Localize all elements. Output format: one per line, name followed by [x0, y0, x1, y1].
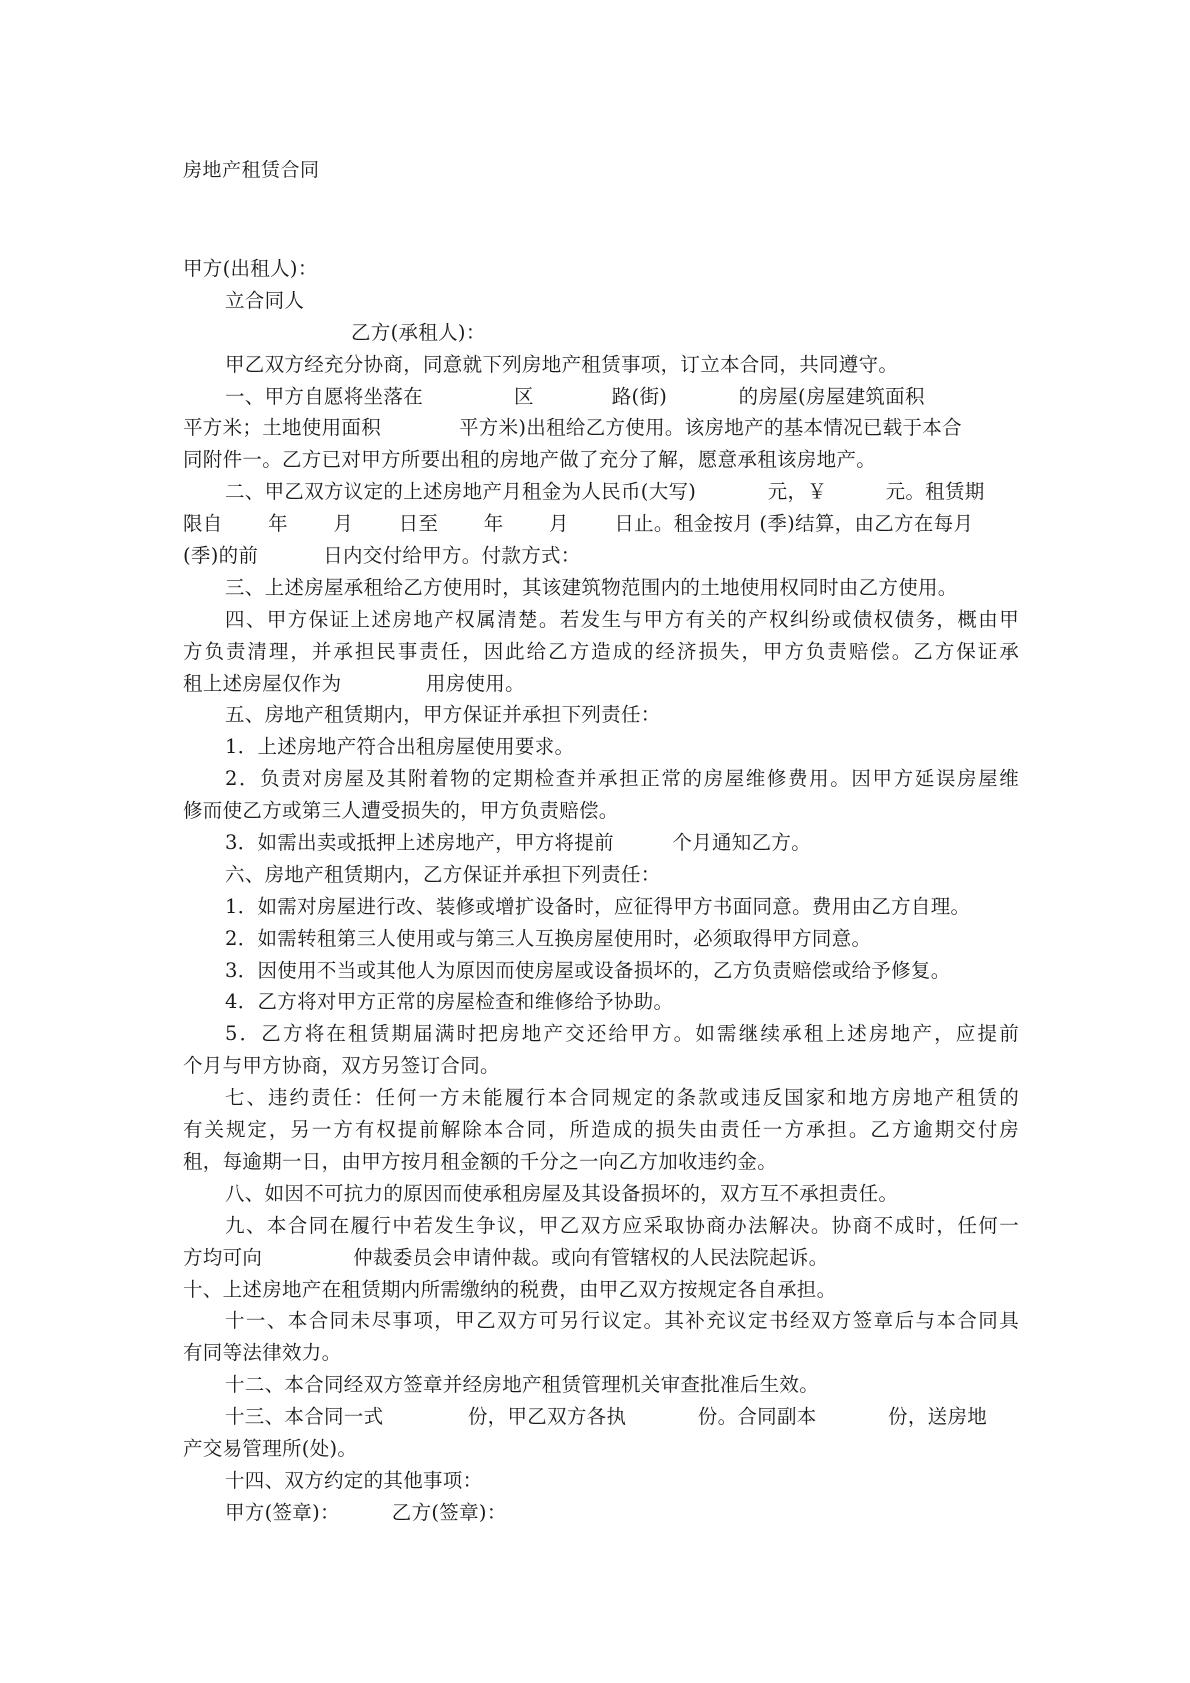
contract-line: 2．负责对房屋及其附着物的定期检查并承担正常的房屋维修费用。因甲方延误房屋维 [225, 767, 1019, 791]
contract-line: 3．因使用不当或其他人为原因而使房屋或设备损坏的，乙方负责赔偿或给予修复。 [225, 958, 951, 982]
contract-line: 十四、双方约定的其他事项： [225, 1468, 483, 1492]
contract-line: 修而使乙方或第三人遭受损失的，甲方负责赔偿。 [183, 799, 619, 823]
contract-line: 产交易管理所(处)。 [183, 1436, 358, 1460]
contract-line: 5．乙方将在租赁期届满时把房地产交还给甲方。如需继续承租上述房地产，应提前 [225, 1022, 1019, 1046]
contract-line: 甲方(签章)： 乙方(签章)： [225, 1500, 507, 1524]
contract-line: 平方米；土地使用面积 平方米)出租给乙方使用。该房地产的基本情况已载于本合 [183, 416, 962, 440]
contract-line: 九、本合同在履行中若发生争议，甲乙双方应采取协商办法解决。协商不成时，任何一 [225, 1213, 1019, 1237]
contract-line: 有关规定，另一方有权提前解除本合同，所造成的损失由责任一方承担。乙方逾期交付房 [183, 1118, 1019, 1142]
contract-body [183, 253, 1019, 1529]
contract-line: 租上述房屋仅作为 用房使用。 [183, 671, 525, 695]
contract-line: 个月与甲方协商，双方另签订合同。 [183, 1054, 500, 1078]
contract-line: 十三、本合同一式 份，甲乙双方各执 份。合同副本 份，送房地 [225, 1405, 988, 1429]
document-title: 房地产租赁合同 [183, 159, 320, 181]
contract-line: 十、上述房地产在租赁期内所需缴纳的税费，由甲乙双方按规定各自承担。 [183, 1277, 837, 1301]
contract-line: 二、甲乙双方议定的上述房地产月租金为人民币(大写) 元，￥ 元。租赁期 [225, 480, 985, 504]
contract-line: 1．上述房地产符合出租房屋使用要求。 [225, 735, 575, 759]
contract-line: 方均可向 仲裁委员会申请仲裁。或向有管辖权的人民法院起诉。 [183, 1245, 829, 1269]
contract-line: 立合同人 [225, 288, 305, 312]
contract-line: 4．乙方将对甲方正常的房屋检查和维修给予协助。 [225, 990, 674, 1014]
contract-line: 十二、本合同经双方签章并经房地产租赁管理机关审查批准后生效。 [225, 1373, 820, 1397]
contract-line: 八、如因不可抗力的原因而使承租房屋及其设备损坏的，双方互不承担责任。 [225, 1181, 899, 1205]
contract-line: 租，每逾期一日，由甲方按月租金额的千分之一向乙方加收违约金。 [183, 1149, 778, 1173]
contract-line: 四、甲方保证上述房地产权属清楚。若发生与甲方有关的产权纠纷或债权债务，概由甲 [225, 607, 1019, 631]
contract-line: 五、房地产租赁期内，甲方保证并承担下列责任： [225, 703, 661, 727]
contract-line: 甲方(出租人)： [183, 257, 318, 280]
contract-line: 方负责清理，并承担民事责任，因此给乙方造成的经济损失，甲方负责赔偿。乙方保证承 [183, 639, 1019, 663]
contract-line: 乙方(承租人)： [351, 320, 486, 344]
contract-line: 限自 年 月 日至 年 月 日止。租金按月 (季)结算，由乙方在每月 [183, 512, 974, 536]
contract-line: 六、房地产租赁期内，乙方保证并承担下列责任： [225, 862, 661, 886]
contract-line: 甲乙双方经充分协商，同意就下列房地产租赁事项，订立本合同，共同遵守。 [225, 352, 899, 376]
contract-line: 有同等法律效力。 [183, 1341, 342, 1365]
contract-line: 1．如需对房屋进行改、装修或增扩设备时，应征得甲方书面同意。费用由乙方自理。 [225, 894, 971, 918]
contract-line: 同附件一。乙方已对甲方所要出租的房地产做了充分了解，愿意承租该房地产。 [183, 448, 877, 472]
contract-line: 3．如需出卖或抵押上述房地产，甲方将提前 个月通知乙方。 [225, 831, 811, 855]
contract-line: 2．如需转租第三人使用或与第三人互换房屋使用时，必须取得甲方同意。 [225, 926, 872, 950]
contract-line: 七、违约责任：任何一方未能履行本合同规定的条款或违反国家和地方房地产租赁的 [225, 1086, 1019, 1110]
contract-line: 一、甲方自愿将坐落在 区 路(街) 的房屋(房屋建筑面积 [225, 384, 925, 408]
contract-line: (季)的前 日内交付给甲方。付款方式： [183, 544, 581, 568]
contract-line: 十一、本合同未尽事项，甲乙双方可另行议定。其补充议定书经双方签章后与本合同具 [225, 1309, 1019, 1333]
contract-line: 三、上述房屋承租给乙方使用时，其该建筑物范围内的土地使用权同时由乙方使用。 [225, 575, 958, 599]
